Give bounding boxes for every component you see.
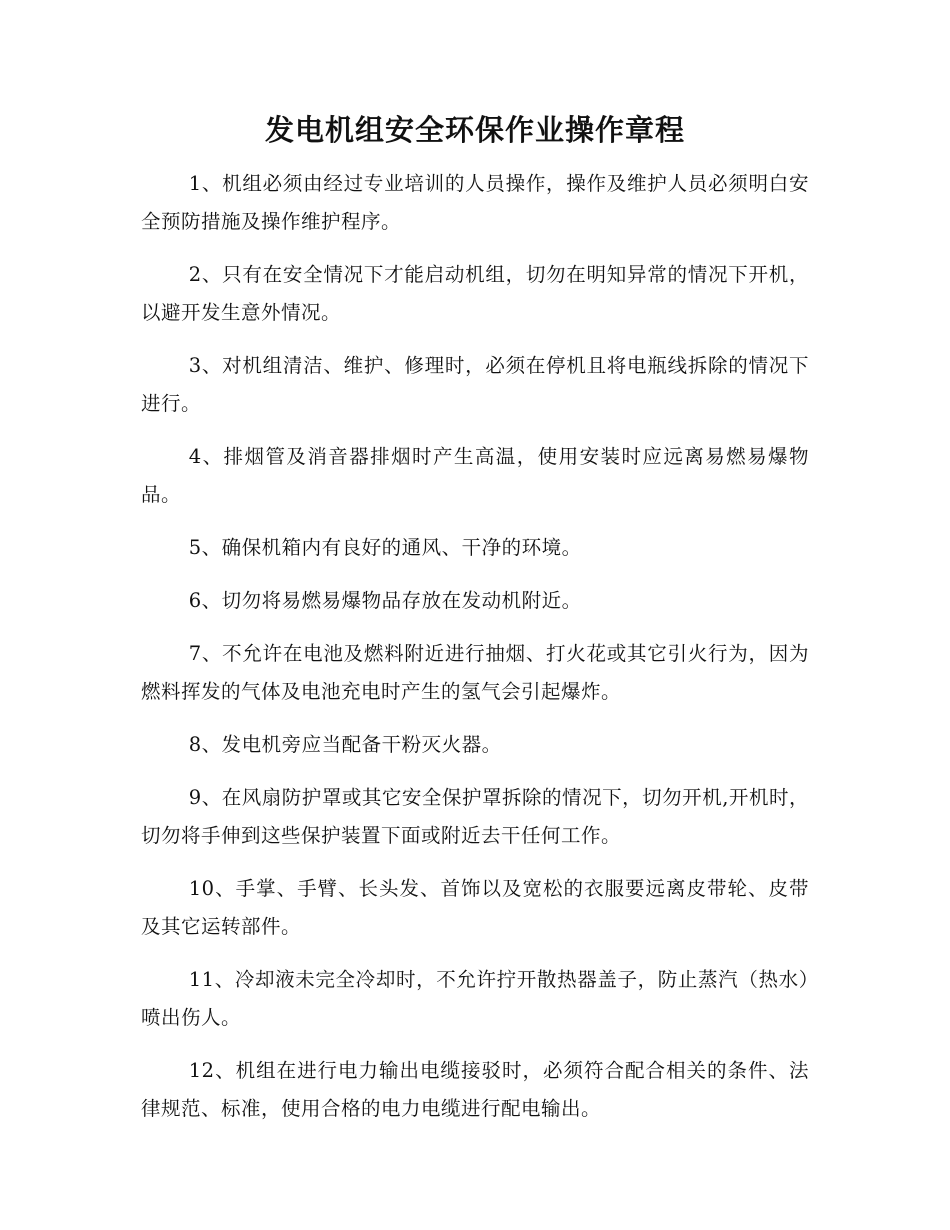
paragraph-9: 9、在风扇防护罩或其它安全保护罩拆除的情况下，切勿开机,开机时，切勿将手伸到这些保护装置下面或附近去干任何工作。 (141, 786, 809, 847)
paragraph-6: 6、切勿将易燃易爆物品存放在发动机附近。 (188, 589, 582, 612)
paragraph-11: 11、冷却液未完全冷却时，不允许拧开散热器盖子，防止蒸汽（热水）喷出伤人。 (141, 968, 809, 1029)
paragraph-3: 3、对机组清洁、维护、修理时，必须在停机且将电瓶线拆除的情况下进行。 (141, 354, 809, 415)
paragraph-5: 5、确保机箱内有良好的通风、干净的环境。 (188, 536, 582, 559)
document-body (141, 165, 809, 1143)
paragraph-8: 8、发电机旁应当配备干粉灭火器。 (188, 733, 502, 756)
paragraph-7: 7、不允许在电池及燃料附近进行抽烟、打火花或其它引火行为，因为燃料挥发的气体及电池充电时产生的氢气会引起爆炸。 (141, 642, 809, 703)
paragraph-1: 1、机组必须由经过专业培训的人员操作，操作及维护人员必须明白安全预防措施及操作维护程序。 (141, 172, 809, 233)
paragraph-12: 12、机组在进行电力输出电缆接驳时，必须符合配合相关的条件、法律规范、标准，使用合格的电力电缆进行配电输出。 (141, 1059, 809, 1120)
document-title: 发电机组安全环保作业操作章程 (264, 113, 685, 147)
paragraph-4: 4、排烟管及消音器排烟时产生高温，使用安装时应远离易燃易爆物品。 (141, 445, 809, 506)
paragraph-10: 10、手掌、手臂、长头发、首饰以及宽松的衣服要远离皮带轮、皮带及其它运转部件。 (141, 877, 809, 938)
paragraph-2: 2、只有在安全情况下才能启动机组，切勿在明知异常的情况下开机，以避开发生意外情况。 (141, 263, 809, 324)
